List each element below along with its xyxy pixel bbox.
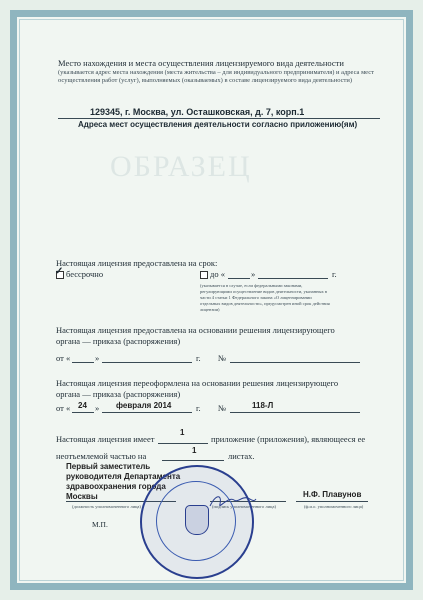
indefinite-label: бессрочно (66, 269, 104, 279)
until-label: до « (210, 269, 225, 279)
attachments-count-line (158, 443, 208, 444)
basis-from: от « (56, 353, 71, 363)
signatory-position: Первый заместитель руководителя Департамента здравоохранения города Москвы (66, 462, 181, 501)
basis-label: Настоящая лицензия предоставлена на основании решения лицензирующего органа — приказа (распоряжения) (56, 325, 335, 346)
until-day-line (228, 278, 250, 279)
basis-year-suffix: г. (196, 353, 201, 363)
signature-note: (подпись уполномоченного лица) (212, 504, 276, 509)
signature (208, 490, 258, 512)
reissue-day-line (72, 412, 94, 413)
basis-number-label: № (218, 353, 227, 363)
reissue-number-label: № (218, 403, 227, 413)
attachments-text-4: листах. (228, 451, 255, 461)
term-note: (указывается в случае, если федеральными законами, регулирующими осуществление видов деятельности, указанных в части 4 статьи 1 Федерального закона «О лицензировании отдельных видов деятельности», предусмотрен иной срок действия лицензии) (200, 283, 330, 312)
attachments-sheets: 1 (192, 446, 197, 455)
reissue-number: 118-Л (252, 401, 274, 410)
attachments-text-1: Настоящая лицензия имеет (56, 434, 155, 444)
check-mark-icon: ✓ (55, 266, 64, 277)
reissue-month-year: февраля 2014 (116, 401, 172, 410)
reissue-day: 24 (78, 401, 87, 410)
address-underline (58, 118, 380, 119)
attachments-text-2: приложение (приложения), являющееся ее (211, 434, 366, 444)
header-note: (указывается адрес места нахождения (места жительства – для индивидуального предпринимателя) и адреса мест осуществления работ (услуг), выполняемых (оказываемых) в составе лицензируемого вида деятельности) (58, 69, 374, 84)
stamp-place-label: М.П. (92, 520, 108, 529)
name-note: (ф.и.о. уполномоченного лица) (304, 504, 364, 509)
reissue-month-line (102, 412, 192, 413)
name-line (296, 501, 368, 502)
attachments-text-3: неотъемлемой частью на (56, 451, 147, 461)
basis-day-line (72, 362, 94, 363)
basis-month-line (102, 362, 192, 363)
checkbox-until[interactable] (200, 271, 208, 279)
license-page: ОБРАЗЕЦ Место нахождения и места осуществления лицензируемого вида деятельности (указывается адрес места нахождения (места жительства – для индивидуального предпринимателя) и адреса мест осуществления работ (услуг), выполняемых (оказываемых) в составе лицензируемого вида деятельности) 129345, г. Москва, ул. Осташковская, д. 7, корп.1 Адреса мест осуществления деятельности согласно приложению(ям) Настоящая лицензия предоставлена на срок: ✓ бессрочно до « » г. (указывается в случае, если федеральными законами, регулирующими осуществление видов деятельности, указанных в части 4 статьи 1 Федерального закона «О лицензировании отдельных видов деятельности», предусмотрен иной срок действия лицензии) Настоящая лицензия предоставлена на основании решения лицензирующего органа — приказа (распоряжения) от « » г. № Настоящая лицензия переоформлена на основании решения лицензирующего органа — приказа (распоряжения) от « 24 » февраля 2014 г. № 118-Л Настоящая лицензия имеет 1 приложение (приложения), являющееся ее неотъемлемой частью на 1 листах. Первый заместитель руководителя Департамента здравоохранения города Москвы (должность уполномоченного лица) (подпись уполномоченного лица) Н.Ф. Плавунов (ф.и.о. уполномоченного лица) М.П. (20, 20, 403, 580)
reissue-from: от « (56, 403, 71, 413)
address-subtitle: Адреса мест осуществления деятельности согласно приложению(ям) (78, 120, 358, 129)
watermark: ОБРАЗЕЦ (110, 150, 252, 183)
attachments-count: 1 (180, 428, 185, 437)
position-note: (должность уполномоченного лица) (72, 504, 141, 509)
license-address: 129345, г. Москва, ул. Осташковская, д. 7, корп.1 (90, 107, 305, 117)
reissue-year-suffix: г. (196, 403, 201, 413)
until-year-suffix: г. (332, 269, 337, 279)
reissue-number-line (230, 412, 360, 413)
until-month-line (258, 278, 328, 279)
term-label: Настоящая лицензия предоставлена на срок: (56, 258, 218, 268)
basis-number-line (230, 362, 360, 363)
signatory-name: Н.Ф. Плавунов (303, 490, 362, 499)
reissue-label: Настоящая лицензия переоформлена на основании решения лицензирующего органа — приказа (распоряжения) (56, 378, 339, 399)
header-title: Место нахождения и места осуществления лицензируемого вида деятельности (58, 58, 344, 68)
attachments-sheets-line (162, 460, 224, 461)
coat-of-arms-icon (185, 505, 209, 535)
